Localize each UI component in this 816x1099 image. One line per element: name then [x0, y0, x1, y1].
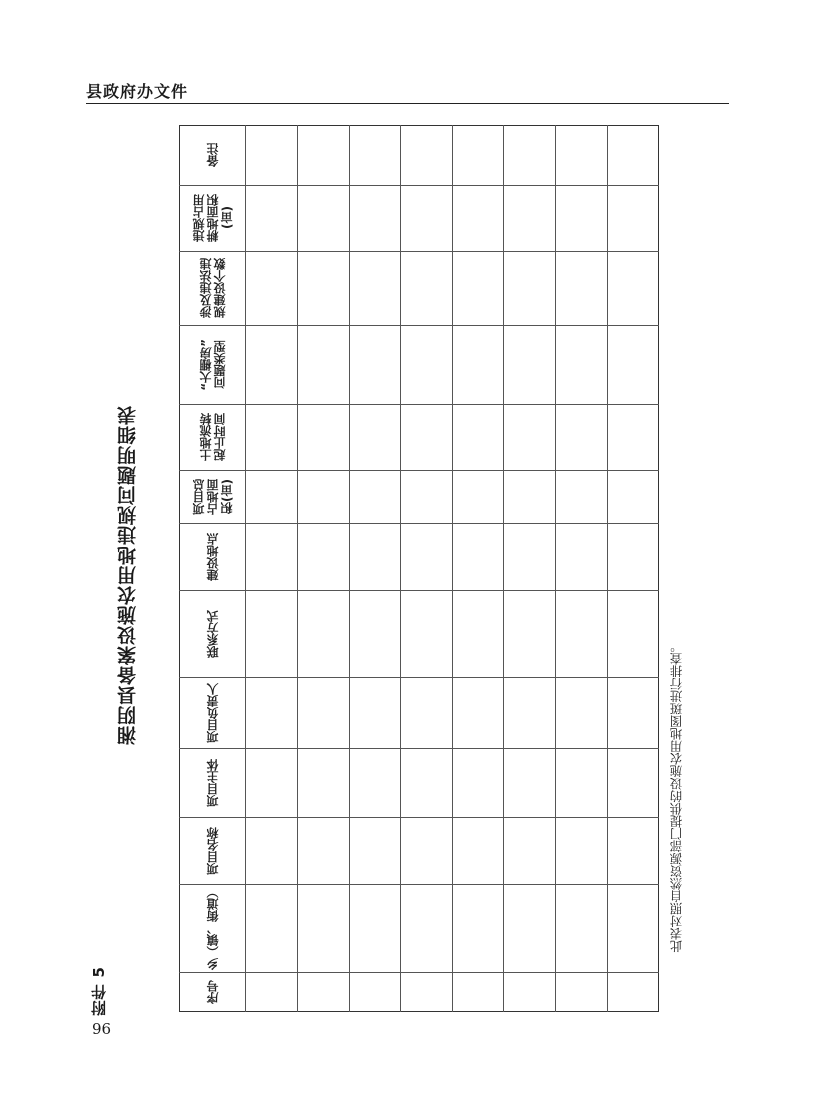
header-remarks [180, 125, 245, 185]
header-label: 项目名称 [205, 826, 220, 875]
column-divider [607, 125, 608, 1012]
row-divider [179, 748, 659, 749]
row-divider [179, 325, 659, 326]
row-divider [179, 817, 659, 818]
table-frame [179, 125, 659, 1012]
header-problem-type [180, 325, 245, 404]
column-divider [555, 125, 556, 1012]
header-township [180, 884, 245, 972]
header-title: 县政府办文件 [86, 82, 189, 101]
column-divider [400, 125, 401, 1012]
header-project-name [180, 817, 245, 884]
header-farmland-area [180, 185, 245, 251]
header-label: 项目总 占地面 积(亩) [191, 478, 234, 515]
column-divider [452, 125, 453, 1012]
row-divider [179, 523, 659, 524]
row-divider [179, 972, 659, 973]
row-divider [179, 185, 659, 186]
row-divider [179, 590, 659, 591]
header-label: 项目负责人 [205, 682, 220, 743]
header-label: 土地流转 起止时间 [198, 413, 227, 461]
header-label: 备注 [205, 143, 220, 167]
footnote: 此表对照自然资源部门提供的设施农用地图斑进行排查。 [669, 640, 684, 953]
header-location [180, 523, 245, 590]
header-label: 序号 [205, 980, 220, 1004]
row-divider [179, 404, 659, 405]
header-transfer-period [180, 404, 245, 470]
header-project-leader [180, 677, 245, 748]
header-rule [86, 103, 729, 104]
header-serial-number [180, 972, 245, 1012]
row-divider [179, 470, 659, 471]
row-divider [179, 884, 659, 885]
header-label: 涉及违法违 规建设个数 [198, 258, 227, 318]
row-divider [179, 251, 659, 252]
row-divider [179, 677, 659, 678]
column-divider [349, 125, 350, 1012]
header-label: “大棚房” 问题类型 [198, 338, 227, 391]
header-label: 违规占用 耕地面积 (亩) [191, 194, 234, 242]
header-label: 项目主体 [205, 758, 220, 807]
header-total-area [180, 470, 245, 523]
table-title: 湘阴县备案设施农用地违规问题明细表 [117, 405, 139, 745]
column-divider [503, 125, 504, 1012]
header-contact [180, 590, 245, 677]
header-violation-count [180, 251, 245, 325]
header-label: 乡（镇、街道） [205, 886, 220, 970]
column-divider [297, 125, 298, 1012]
header-project-entity [180, 748, 245, 817]
header-column-divider [245, 125, 246, 1012]
header-label: 建设地点 [205, 532, 220, 581]
attachment-label: 附件 5 [90, 966, 108, 1016]
header-label: 联系方式 [205, 609, 220, 658]
page-number: 96 [92, 1020, 112, 1038]
